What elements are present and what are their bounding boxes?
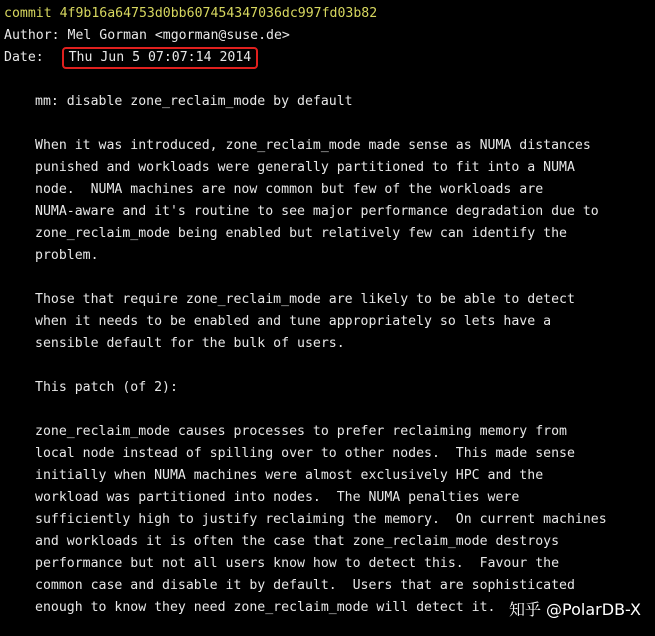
date-value: Thu Jun 5 07:07:14 2014 xyxy=(68,50,252,65)
blank-line xyxy=(4,355,655,377)
message-line: enough to know they need zone_reclaim_mode will detect it. xyxy=(35,600,496,615)
message-line: node. NUMA machines are now common but few of the workloads are xyxy=(35,182,544,197)
message-line: punished and workloads were generally partitioned to fit into a NUMA xyxy=(35,160,575,175)
blank-line xyxy=(4,399,655,421)
message-line: This patch (of 2): xyxy=(35,380,178,395)
author-label: Author: xyxy=(4,28,60,43)
message-line: zone_reclaim_mode causes processes to prefer reclaiming memory from xyxy=(35,424,567,439)
blank-line xyxy=(4,69,655,91)
date-highlight-box xyxy=(62,47,259,69)
commit-line xyxy=(4,3,655,25)
commit-hash: 4f9b16a64753d0bb607454347036dc997fd03b82 xyxy=(59,6,378,21)
message-line: when it needs to be enabled and tune appropriately so lets have a xyxy=(35,314,552,329)
message-line: When it was introduced, zone_reclaim_mode made sense as NUMA distances xyxy=(35,138,591,153)
message-line: workload was partitioned into nodes. The NUMA penalties were xyxy=(35,490,520,505)
message-line: problem. xyxy=(35,248,99,263)
watermark: 知乎 @PolarDB-X xyxy=(508,600,641,619)
message-line: performance but not all users know how to detect this. Favour the xyxy=(35,556,560,571)
blank-line xyxy=(4,113,655,135)
message-line: NUMA-aware and it's routine to see major performance degradation due to xyxy=(35,204,599,219)
commit-label: commit xyxy=(4,6,52,21)
author-value: Mel Gorman <mgorman@suse.de> xyxy=(67,28,290,43)
message-line: sufficiently high to justify reclaiming the memory. On current machines xyxy=(35,512,607,527)
date-line xyxy=(4,47,655,69)
message-line: local node instead of spilling over to other nodes. This made sense xyxy=(35,446,575,461)
commit-message-body xyxy=(4,135,655,619)
blank-line xyxy=(4,267,655,289)
message-line: initially when NUMA machines were almost exclusively HPC and the xyxy=(35,468,544,483)
date-label: Date: xyxy=(4,50,44,65)
message-line: zone_reclaim_mode being enabled but relatively few can identify the xyxy=(35,226,567,241)
author-line xyxy=(4,25,655,47)
message-line: Those that require zone_reclaim_mode are likely to be able to detect xyxy=(35,292,575,307)
message-line: and workloads it is often the case that zone_reclaim_mode destroys xyxy=(35,534,560,549)
commit-subject: mm: disable zone_reclaim_mode by default xyxy=(35,94,353,109)
message-line: common case and disable it by default. Users that are sophisticated xyxy=(35,578,575,593)
message-line: sensible default for the bulk of users. xyxy=(35,336,345,351)
